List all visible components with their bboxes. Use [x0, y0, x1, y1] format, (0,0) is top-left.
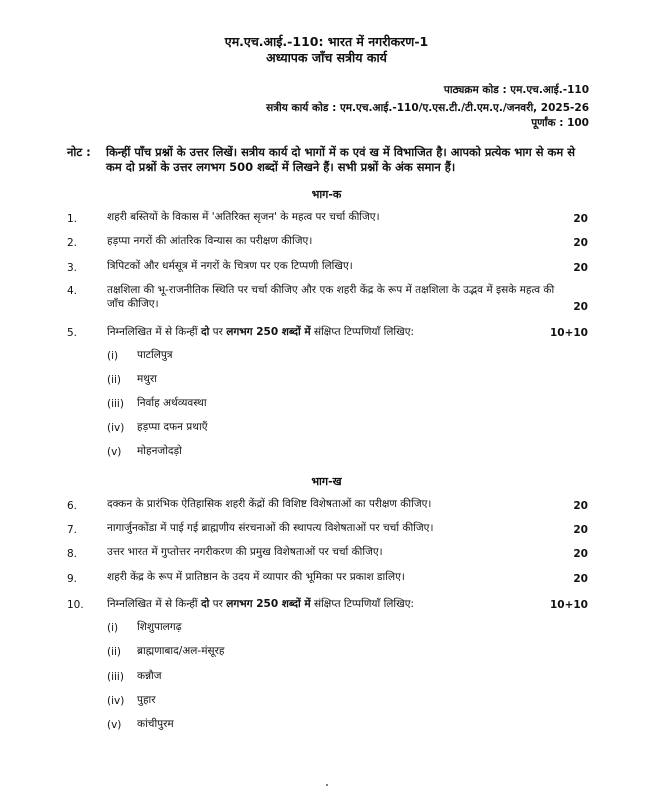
question-number: 4. — [67, 285, 78, 297]
subitem-text: मथुरा — [137, 373, 158, 385]
subitem-text: हड़प्पा दफन प्रथाएँ — [137, 421, 208, 433]
question-text: उत्तर भारत में गुप्तोत्तर नगरीकरण की प्रमुख विशेषताओं पर चर्चा कीजिए। — [107, 546, 383, 558]
subitem-number: (iv) — [107, 422, 125, 434]
subitem-number: (v) — [107, 446, 122, 458]
question-marks: 20 — [573, 548, 588, 560]
subitem-text: मोहनजोदड़ो — [137, 445, 182, 457]
question-text: निम्नलिखित में से किन्हीं दो पर लगभग 250 शब्दों में संक्षिप्त टिप्पणियाँ लिखिए: — [107, 326, 415, 338]
question-number: 10. — [67, 599, 84, 611]
question-number: 8. — [67, 548, 78, 560]
subitem-number: (i) — [107, 350, 119, 362]
question-marks: 20 — [573, 237, 588, 249]
question-marks: 20 — [573, 262, 588, 274]
question-number: 7. — [67, 524, 78, 536]
question-text: नागार्जुनकोंडा में पाई गई ब्राह्मणीय संरचनाओं की स्थापत्य विशेषताओं पर चर्चा कीजिए। — [107, 522, 434, 534]
subitem-text: ब्राह्मणाबाद/अल-मंसूरह — [137, 645, 225, 657]
question-text: निम्नलिखित में से किन्हीं दो पर लगभग 250 शब्दों में संक्षिप्त टिप्पणियाँ लिखिए: — [107, 598, 415, 610]
question-number: 2. — [67, 237, 78, 249]
question-text: शहरी बस्तियों के विकास में 'अतिरिक्त सृजन' के महत्व पर चर्चा कीजिए। — [107, 211, 380, 223]
subitem-number: (iii) — [107, 671, 124, 683]
question-marks: 10+10 — [549, 327, 588, 339]
question-marks: 20 — [573, 213, 588, 225]
note-label: नोट : — [67, 145, 91, 159]
note-text: किन्हीं पाँच प्रश्नों के उत्तर लिखें। सत्रीय कार्य दो भागों में क एवं ख में विभाजित है। आपको प्रत्येक भाग से कम से कम दो प्रश्नों के उत्तर लगभग 500 शब्दों में लिखने हैं। सभी प्रश्नों के अंक समान हैं। — [106, 145, 576, 174]
subitem-text: निर्वाह अर्थव्यवस्था — [137, 397, 207, 409]
question-text: हड़प्पा नगरों की आंतरिक विन्यास का परीक्षण कीजिए। — [107, 235, 313, 247]
subitem-number: (iv) — [107, 695, 125, 707]
question-text: शहरी केंद्र के रूप में प्रातिष्ठान के उदय में व्यापार की भूमिका पर प्रकाश डालिए। — [107, 571, 405, 583]
question-text: तक्षशिला की भू-राजनीतिक स्थिति पर चर्चा कीजिए और एक शहरी केंद्र के रूप में तक्षशिला के उद्भव में इसके महत्व की जाँच कीजिए। — [107, 284, 555, 310]
question-number: 1. — [67, 213, 78, 225]
subitem-number: (ii) — [107, 646, 122, 658]
document-subtitle: अध्यापक जाँच सत्रीय कार्य — [266, 50, 387, 65]
document-title: एम.एच.आई.-110: भारत में नगरीकरण-1 — [224, 34, 429, 49]
subitem-text: कन्नौज — [137, 670, 162, 682]
subitem-number: (ii) — [107, 374, 122, 386]
section-a-heading: भाग-क — [311, 188, 342, 201]
subitem-number: (i) — [107, 622, 119, 634]
question-number: 3. — [67, 262, 78, 274]
subitem-number: (iii) — [107, 398, 124, 410]
subitem-text: कांचीपुरम — [137, 718, 174, 730]
subitem-number: (v) — [107, 719, 122, 731]
subitem-text: शिशुपालगढ़ — [137, 621, 182, 633]
subitem-text: पाटलिपुत्र — [137, 349, 173, 361]
course-code: पाठ्यक्रम कोड : एम.एच.आई.-110 — [443, 84, 589, 96]
question-number: 9. — [67, 573, 78, 585]
question-marks: 20 — [573, 573, 588, 585]
subitem-text: पुहार — [137, 694, 156, 706]
question-marks: 10+10 — [549, 599, 588, 611]
question-text: त्रिपिटकों और धर्मसूत्र में नगरों के चित्रण पर एक टिप्पणी लिखिए। — [107, 260, 353, 272]
question-marks: 20 — [573, 524, 588, 536]
max-marks: पूर्णांक : 100 — [531, 117, 589, 129]
assignment-code: सत्रीय कार्य कोड : एम.एच.आई.-110/ए.एस.टी./टी.एम.ए./जनवरी, 2025-26 — [266, 102, 589, 114]
question-marks: 20 — [573, 301, 588, 313]
question-marks: 20 — [573, 500, 588, 512]
question-number: 5. — [67, 327, 78, 339]
question-text: दक्कन के प्रारंभिक ऐतिहासिक शहरी केंद्रों की विशिष्ट विशेषताओं का परीक्षण कीजिए। — [107, 498, 432, 510]
page-mark — [326, 784, 328, 786]
question-number: 6. — [67, 500, 78, 512]
section-b-heading: भाग-ख — [311, 475, 342, 488]
